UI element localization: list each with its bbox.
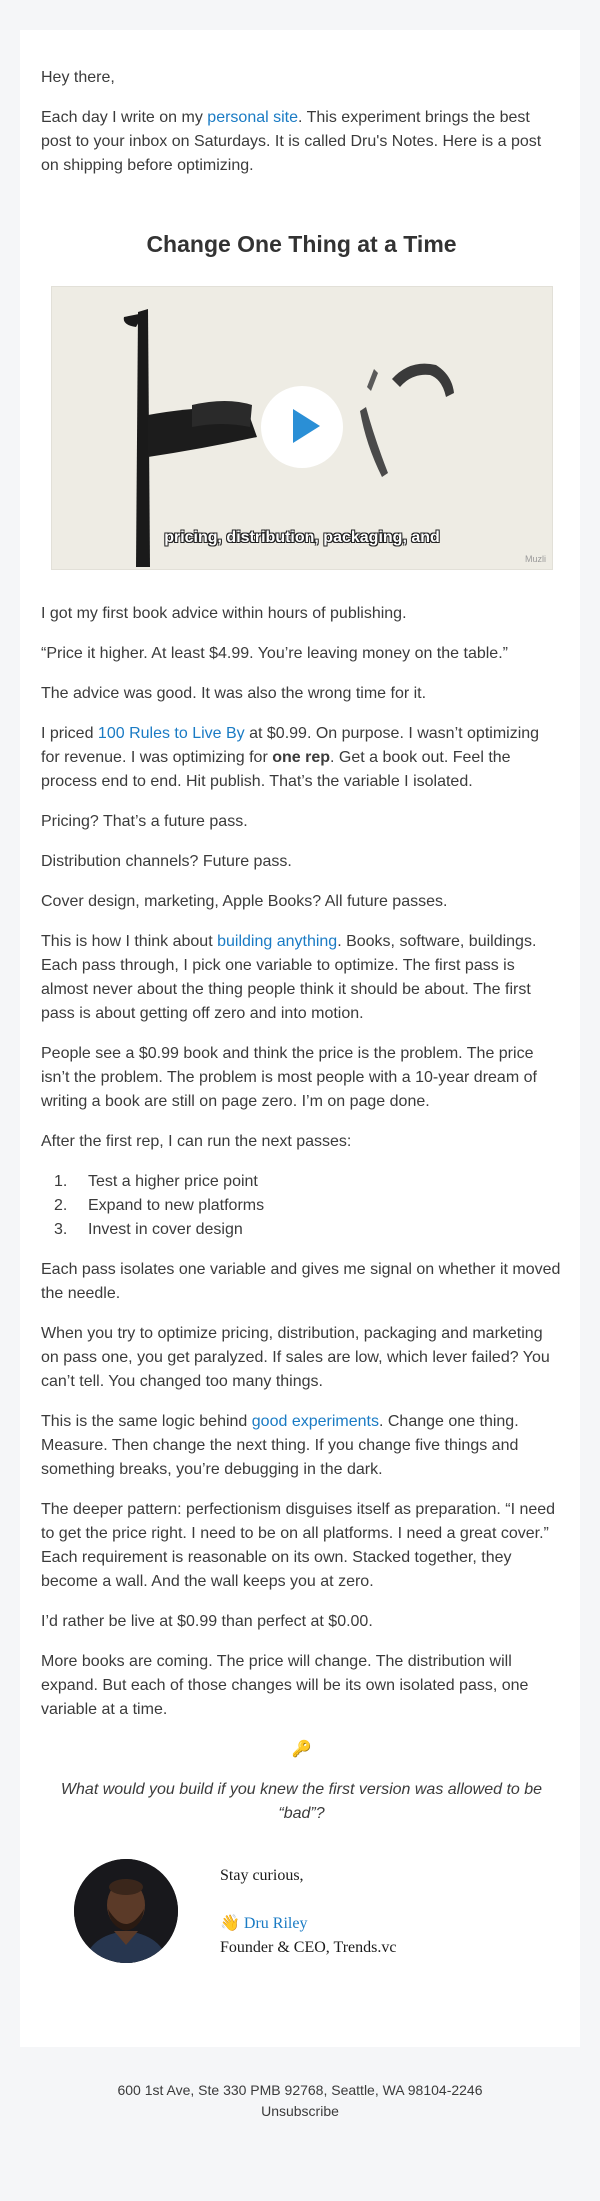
footer	[0, 2080, 600, 2122]
signature-name-row	[220, 1912, 560, 1936]
paragraph-6: Distribution channels? Future pass.	[41, 853, 292, 870]
paragraph-12: When you try to optimize pricing, distribution, packaging and marketing on pass one, you get paralyzed. If sales are low, which lever failed? You can’t tell. You changed too many things.	[41, 1325, 550, 1390]
footer-address: 600 1st Ave, Ste 330 PMB 92768, Seattle, WA 98104-2246	[117, 2082, 483, 2098]
video-caption: pricing, distribution, packaging, and	[164, 529, 440, 546]
closing-question: What would you build if you knew the first version was allowed to be “bad”?	[60, 1781, 543, 1822]
paragraph-15: I’d rather be live at $0.99 than perfect at $0.00.	[41, 1613, 373, 1630]
greeting: Hey there,	[41, 69, 115, 86]
intro-paragraph: Each day I write on my personal site. This experiment brings the best post to your inbox on Saturdays. It is called Dru's Notes. Here is a post on shipping before optimizing.	[41, 109, 542, 174]
signature-role: Founder & CEO, Trends.vc	[220, 1939, 397, 1956]
list-item: 1. Test a higher price point	[54, 1173, 258, 1190]
paragraph-3: The advice was good. It was also the wrong time for it.	[41, 685, 427, 702]
passes-list	[41, 1170, 562, 1242]
paragraph-14: The deeper pattern: perfectionism disguises itself as preparation. “I need to get the price right. I need to be on all platforms. I need a great cover.” Each requirement is reasonable on its own. Stacked together, they become a wall. And the wall keeps you at zero.	[41, 1501, 556, 1590]
paragraph-1: I got my first book advice within hours of publishing.	[41, 605, 407, 622]
wave-icon: 👋	[220, 1915, 240, 1932]
email-card	[20, 30, 580, 2047]
paragraph-13: This is the same logic behind good experiments. Change one thing. Measure. Then change the next thing. If you change five things and something breaks, you’re debugging in the dark.	[41, 1413, 519, 1478]
paragraph-2: “Price it higher. At least $4.99. You’re leaving money on the table.”	[41, 645, 508, 662]
unsubscribe-link[interactable]: Unsubscribe	[261, 2103, 339, 2119]
list-item: 3. Invest in cover design	[54, 1221, 243, 1238]
list-item: 2. Expand to new platforms	[54, 1197, 265, 1214]
good-experiments-link[interactable]: good experiments	[251, 1413, 379, 1430]
personal-site-link[interactable]: personal site	[207, 109, 299, 126]
paragraph-9: People see a $0.99 book and think the price is the problem. The price isn’t the problem. The problem is most people with a 10-year dream of writing a book are still on page zero. I’m on page done.	[41, 1045, 537, 1110]
paragraph-16: More books are coming. The price will change. The distribution will expand. But each of those changes will be its own isolated pass, one variable at a time.	[41, 1653, 529, 1718]
key-emoji: 🔑	[291, 1741, 312, 1758]
book-link[interactable]: 100 Rules to Live By	[97, 725, 245, 742]
play-button[interactable]	[261, 386, 343, 468]
signature-closing: Stay curious,	[220, 1867, 304, 1884]
play-icon	[293, 409, 320, 443]
paragraph-7: Cover design, marketing, Apple Books? All future passes.	[41, 893, 448, 910]
paragraph-11: Each pass isolates one variable and gives me signal on whether it moved the needle.	[41, 1261, 561, 1302]
paragraph-8: This is how I think about building anything. Books, software, buildings. Each pass through, I pick one variable to optimize. The first pass is almost never about the thing people think it should be about. The first pass is about getting off zero and into motion.	[41, 933, 537, 1022]
avatar-photo	[74, 1859, 178, 1963]
watermark: Muzli	[524, 554, 546, 564]
video-thumbnail[interactable]	[51, 286, 553, 570]
avatar	[74, 1859, 178, 1963]
paragraph-10: After the first rep, I can run the next passes:	[41, 1133, 352, 1150]
paragraph-5: Pricing? That’s a future pass.	[41, 813, 248, 830]
building-anything-link[interactable]: building anything	[217, 933, 338, 950]
paragraph-4: I priced 100 Rules to Live By at $0.99. On purpose. I wasn’t optimizing for revenue. I was optimizing for one rep. Get a book out. Feel the process end to end. Hit publish. That’s the variable I isolated.	[41, 725, 540, 790]
author-link[interactable]: Dru Riley	[243, 1915, 308, 1932]
signature	[220, 1864, 560, 1960]
post-title: Change One Thing at a Time	[146, 231, 457, 257]
